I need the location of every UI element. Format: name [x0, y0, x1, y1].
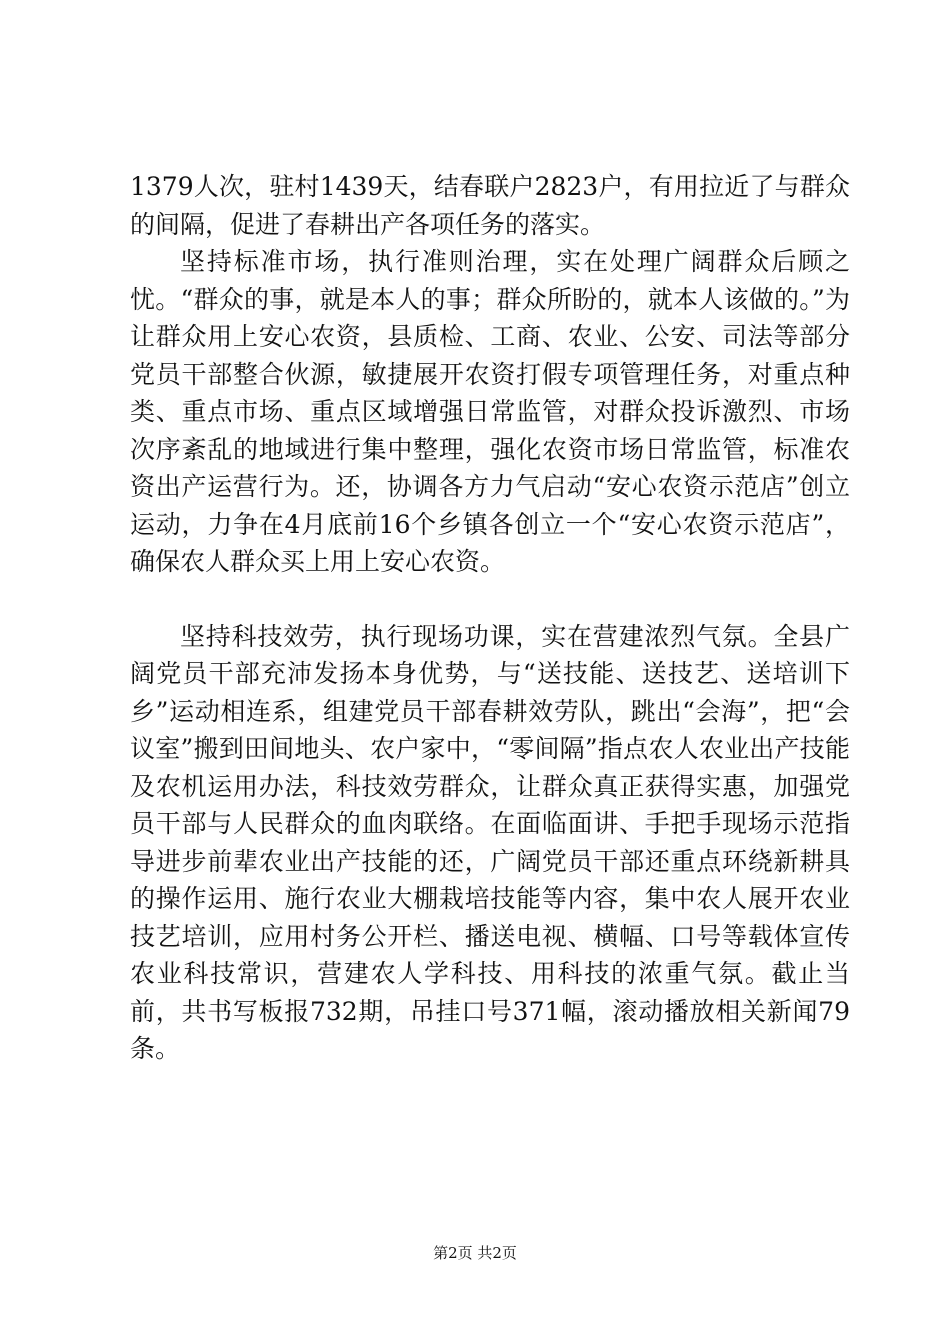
paragraph-tech-service: 坚持科技效劳，执行现场功课，实在营建浓烈气氛。全县广阔党员干部充沛发扬本身优势，与“送技能、送技艺、送培训下乡”运动相连系，组建党员干部春耕效劳队，跳出“会海”，把“会议室”搬到田间地头、农户家中，“零间隔”指点农人农业出产技能及农机运用办法，科技效劳群众，让群众真正获得实惠，加强党员干部与人民群众的血肉联络。在面临面讲、手把手现场示范指导进步前辈农业出产技能的还，广阔党员干部还重点环绕新耕具的操作运用、施行农业大棚栽培技能等内容，集中农人展开农业技艺培训，应用村务公开栏、播送电视、横幅、口号等载体宣传农业科技常识，营建农人学科技、用科技的浓重气氛。截止当前，共书写板报732期，吊挂口号371幅，滚动播放相关新闻79条。 — [130, 621, 850, 1063]
page-number: 第2页 共2页 — [433, 1244, 517, 1262]
document-body — [130, 168, 850, 1068]
page-footer — [0, 1243, 950, 1263]
paragraph-continuation: 1379人次，驻村1439天，结春联户2823户，有用拉近了与群众的间隔，促进了春耕出产各项任务的落实。 — [130, 172, 850, 239]
paragraph-market-regulation: 坚持标准市场，执行准则治理，实在处理广阔群众后顾之忧。“群众的事，就是本人的事；群众所盼的，就本人该做的。”为让群众用上安心农资，县质检、工商、农业、公安、司法等部分党员干部整合伙源，敏捷展开农资打假专项管理任务，对重点种类、重点市场、重点区域增强日常监管，对群众投诉激烈、市场次序紊乱的地域进行集中整理，强化农资市场日常监管，标准农资出产运营行为。还，协调各方力气启动“安心农资示范店”创立运动，力争在4月底前16个乡镇各创立一个“安心农资示范店”，确保农人群众买上用上安心农资。 — [130, 247, 850, 576]
